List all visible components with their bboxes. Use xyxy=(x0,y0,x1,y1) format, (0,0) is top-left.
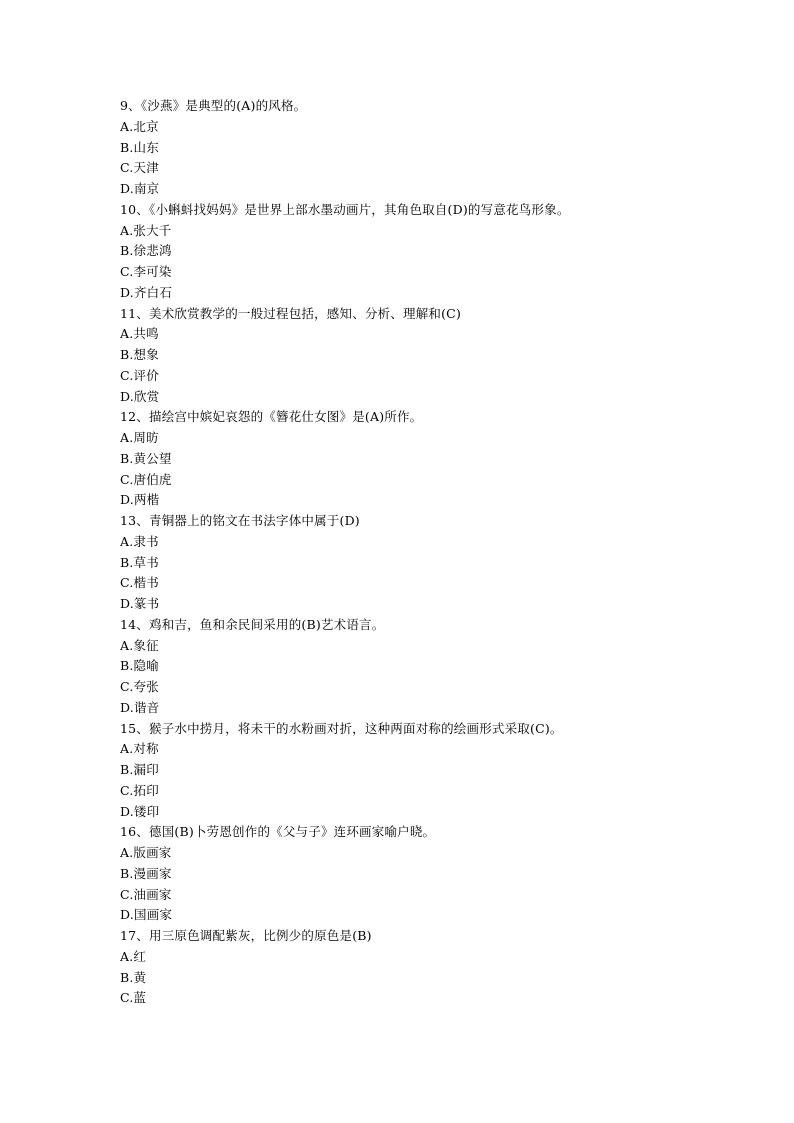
question-13-stem: 13、青铜器上的铭文在书法字体中属于(D) xyxy=(120,513,360,528)
question-16-stem: 16、德国(B)卜劳恩创作的《父与子》连环画家喻户晓。 xyxy=(120,824,436,840)
question-17-option-c: C.蓝 xyxy=(120,990,147,1006)
question-17-option-b: B.黄 xyxy=(120,969,147,985)
question-16-option-a: A.版画家 xyxy=(120,845,172,860)
question-16-option-d: D.国画家 xyxy=(120,907,173,923)
question-11-option-a: A.共鸣 xyxy=(120,326,159,342)
question-14-option-a: A.象征 xyxy=(120,637,159,653)
question-10-stem: 10、《小蝌蚪找妈妈》是世界上部水墨动画片，其角色取自(D)的写意花鸟形象。 xyxy=(120,201,570,217)
question-9-option-b: B.山东 xyxy=(120,139,159,155)
question-10-option-b: B.徐悲鸿 xyxy=(120,243,172,259)
question-14-stem: 14、鸡和吉，鱼和余民间采用的(B)艺术语言。 xyxy=(120,616,385,632)
question-10-option-d: D.齐白石 xyxy=(120,284,173,300)
question-9-option-d: D.南京 xyxy=(120,181,160,196)
question-15-option-c: C.拓印 xyxy=(120,782,159,798)
question-9-option-c: C.天津 xyxy=(120,160,159,176)
question-10-option-c: C.李可染 xyxy=(120,264,172,279)
question-9-stem: 9、《沙燕》是典型的(A)的风格。 xyxy=(120,98,307,113)
question-11-option-d: D.欣赏 xyxy=(120,388,160,404)
question-15-stem: 15、猴子水中捞月，将未干的水粉画对折，这种两面对称的绘画形式采取(C)。 xyxy=(120,720,563,736)
question-11-option-c: C.评价 xyxy=(120,367,159,383)
question-14-option-d: D.谐音 xyxy=(120,699,160,715)
question-16-option-b: B.漫画家 xyxy=(120,865,172,881)
question-17-option-a: A.红 xyxy=(120,948,147,964)
question-15-option-d: D.镂印 xyxy=(120,803,160,819)
question-12-option-a: A.周昉 xyxy=(120,430,159,445)
document-page xyxy=(120,96,760,1009)
question-13-option-b: B.草书 xyxy=(120,554,159,570)
question-9-option-a: A.北京 xyxy=(120,118,159,134)
question-17-stem: 17、用三原色调配紫灰，比例少的原色是(B) xyxy=(120,928,372,943)
question-13-option-d: D.篆书 xyxy=(120,596,160,611)
question-10-option-a: A.张大千 xyxy=(120,222,172,238)
question-13-option-c: C.楷书 xyxy=(120,575,159,591)
question-12-option-b: B.黄公望 xyxy=(120,450,172,466)
question-11-stem: 11、美术欣赏教学的一般过程包括，感知、分析、理解和(C) xyxy=(120,305,462,321)
question-15-option-b: B.漏印 xyxy=(120,762,159,777)
question-11-option-b: B.想象 xyxy=(120,347,159,362)
question-12-option-d: D.两楷 xyxy=(120,492,160,508)
question-12-stem: 12、描绘宫中嫔妃哀怨的《簪花仕女图》是(A)所作。 xyxy=(120,409,423,425)
question-14-option-b: B.隐喻 xyxy=(120,658,159,674)
question-12-option-c: C.唐伯虎 xyxy=(120,471,172,487)
question-16-option-c: C.油画家 xyxy=(120,886,172,902)
question-15-option-a: A.对称 xyxy=(120,741,159,757)
question-14-option-c: C.夸张 xyxy=(120,679,159,694)
question-13-option-a: A.隶书 xyxy=(120,533,159,549)
